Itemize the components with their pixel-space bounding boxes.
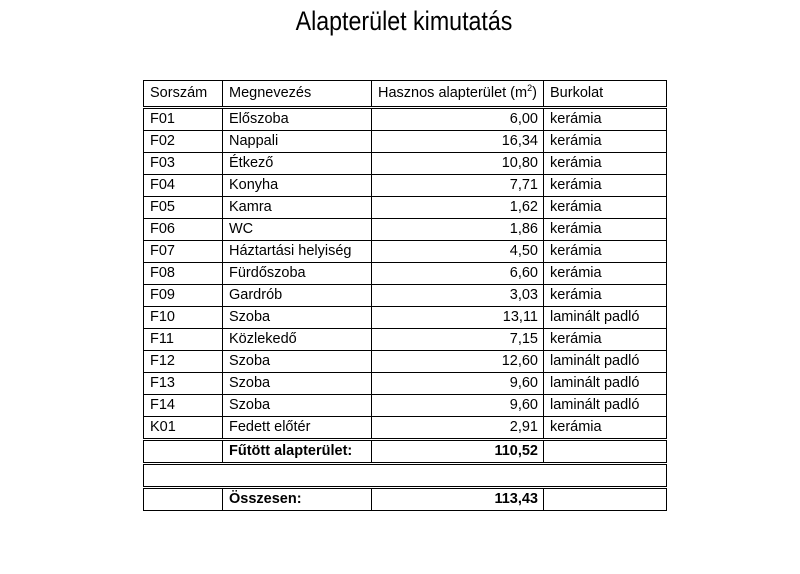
row-code: F12 [144,351,223,373]
row-name: Kamra [223,197,372,219]
row-area: 1,86 [372,219,544,241]
table-row [144,373,667,395]
row-area: 6,60 [372,263,544,285]
row-name: Fedett előtér [223,417,372,440]
table-row [144,108,667,131]
row-code: F06 [144,219,223,241]
header-area-sup: 2 [527,83,533,94]
header-area-text: Hasznos alapterület (m [378,85,528,101]
table-row [144,395,667,417]
row-cover: laminált padló [544,307,667,329]
row-name: Szoba [223,395,372,417]
header-sorszam: Sorszám [144,81,223,108]
row-name: Szoba [223,307,372,329]
row-code: F04 [144,175,223,197]
row-cover: kerámia [544,241,667,263]
row-code: K01 [144,417,223,440]
heated-empty-cell [144,440,223,464]
header-burkolat: Burkolat [544,81,667,108]
row-code: F10 [144,307,223,329]
row-code: F01 [144,108,223,131]
row-name: Fürdőszoba [223,263,372,285]
header-megnevezes: Megnevezés [223,81,372,108]
page-title: Alapterület kimutatás [295,6,513,36]
row-area: 12,60 [372,351,544,373]
row-area: 7,71 [372,175,544,197]
row-code: F08 [144,263,223,285]
table-row [144,417,667,440]
row-area: 7,15 [372,329,544,351]
row-cover: kerámia [544,197,667,219]
table-row [144,197,667,219]
row-name: Konyha [223,175,372,197]
row-code: F07 [144,241,223,263]
row-cover: laminált padló [544,373,667,395]
row-name: Előszoba [223,108,372,131]
total-empty-cell [144,488,223,511]
total-empty-cover [544,488,667,511]
area-table [143,80,667,511]
row-area: 9,60 [372,373,544,395]
row-code: F03 [144,153,223,175]
row-code: F02 [144,131,223,153]
table-row [144,219,667,241]
row-cover: kerámia [544,153,667,175]
table-row [144,351,667,373]
heated-area-row [144,440,667,464]
row-cover: laminált padló [544,395,667,417]
row-cover: kerámia [544,131,667,153]
row-cover: kerámia [544,263,667,285]
row-name: Háztartási helyiség [223,241,372,263]
table-row [144,241,667,263]
spacer-cell [144,464,667,488]
row-code: F11 [144,329,223,351]
row-name: Szoba [223,351,372,373]
row-area: 9,60 [372,395,544,417]
row-code: F14 [144,395,223,417]
row-cover: kerámia [544,219,667,241]
header-area-tail: ) [532,85,537,101]
row-name: WC [223,219,372,241]
row-code: F09 [144,285,223,307]
table-header-row [144,81,667,108]
total-value: 113,43 [372,488,544,511]
row-cover: kerámia [544,417,667,440]
row-area: 2,91 [372,417,544,440]
table-row [144,263,667,285]
total-label: Összesen: [223,488,372,511]
row-name: Szoba [223,373,372,395]
row-cover: kerámia [544,175,667,197]
row-cover: kerámia [544,108,667,131]
table-row [144,329,667,351]
row-name: Közlekedő [223,329,372,351]
row-area: 13,11 [372,307,544,329]
row-area: 1,62 [372,197,544,219]
row-area: 10,80 [372,153,544,175]
row-area: 3,03 [372,285,544,307]
row-cover: laminált padló [544,351,667,373]
table-row [144,175,667,197]
total-row [144,488,667,511]
heated-empty-cover [544,440,667,464]
table-row [144,285,667,307]
row-cover: kerámia [544,285,667,307]
heated-area-label: Fűtött alapterület: [223,440,372,464]
table-row [144,307,667,329]
table-row [144,131,667,153]
row-cover: kerámia [544,329,667,351]
row-name: Étkező [223,153,372,175]
row-code: F05 [144,197,223,219]
row-area: 6,00 [372,108,544,131]
header-hasznos-alapterulet [372,81,544,108]
spacer-row [144,464,667,488]
row-code: F13 [144,373,223,395]
table-row [144,153,667,175]
row-name: Gardrób [223,285,372,307]
heated-area-value: 110,52 [372,440,544,464]
row-area: 4,50 [372,241,544,263]
row-name: Nappali [223,131,372,153]
row-area: 16,34 [372,131,544,153]
